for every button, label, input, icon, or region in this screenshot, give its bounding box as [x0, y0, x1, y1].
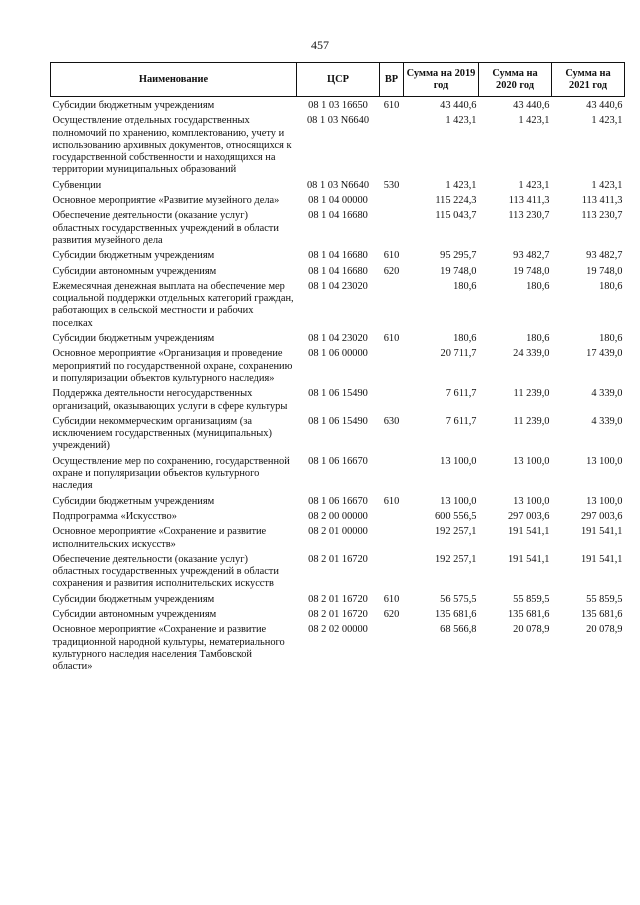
row-code: 08 2 01 16720: [308, 608, 368, 620]
row-sum-2021: 297 003,6: [580, 510, 623, 522]
row-name: Субсидии бюджетным учреждениям: [52, 593, 215, 605]
table-row: [51, 348, 625, 388]
table-row: [51, 195, 625, 210]
row-sum-2020: 19 748,0: [513, 265, 550, 277]
table-row: [51, 97, 625, 116]
row-vr: 620: [383, 265, 400, 277]
table-header-row: [51, 63, 625, 97]
row-code: 08 1 03 N6640: [306, 179, 370, 191]
row-vr: [380, 195, 404, 210]
row-sum-2020: 180,6: [526, 280, 550, 292]
row-sum-2021: 43 440,6: [586, 100, 623, 111]
row-sum-2021: 180,6: [599, 333, 623, 345]
row-sum-2019: 20 711,7: [440, 348, 477, 360]
row-vr: [380, 511, 404, 526]
row-vr: [380, 115, 404, 179]
row-code: 08 1 06 00000: [308, 348, 368, 360]
row-sum-2019: 7 611,7: [445, 388, 477, 400]
row-vr: 610: [383, 250, 400, 262]
row-vr: [380, 526, 404, 554]
row-sum-2019: 192 257,1: [434, 553, 477, 565]
row-name: Субсидии бюджетным учреждениям: [52, 333, 215, 345]
row-sum-2021: 1 423,1: [591, 179, 623, 191]
row-sum-2019: 180,6: [453, 333, 477, 345]
row-code: 08 2 01 16720: [308, 593, 368, 605]
row-code: 08 1 04 16680: [308, 210, 368, 222]
row-name: Подпрограмма «Искусство»: [52, 510, 177, 522]
row-code: 08 1 04 23020: [308, 280, 368, 292]
budget-table: [50, 62, 625, 676]
table-row: [51, 594, 625, 609]
row-sum-2019: 56 575,5: [440, 593, 477, 605]
table-row: [51, 180, 625, 195]
row-vr: 630: [383, 415, 400, 427]
row-sum-2020: 135 681,6: [507, 608, 550, 620]
row-sum-2020: 11 239,0: [513, 415, 550, 427]
table-row: [51, 609, 625, 624]
header-name: Наименование: [51, 63, 297, 97]
row-name: Осуществление мер по сохранению, государственной охране и популяризации объектов культурного наследия: [52, 455, 290, 492]
row-code: 08 1 06 15490: [308, 388, 368, 400]
row-sum-2019: 13 100,0: [440, 455, 477, 467]
row-vr: [380, 210, 404, 250]
table-row: [51, 333, 625, 348]
row-sum-2019: 7 611,7: [445, 415, 477, 427]
row-code: 08 2 00 00000: [308, 510, 368, 522]
row-name: Обеспечение деятельности (оказание услуг) областных государственных учреждений в области развития музейного дела: [52, 210, 279, 246]
row-sum-2020: 1 423,1: [518, 115, 550, 127]
row-name: Поддержка деятельности негосударственных организаций, оказывающих услуги в сфере культуры: [52, 388, 288, 412]
row-sum-2021: 191 541,1: [580, 553, 623, 565]
row-code: 08 1 04 23020: [308, 333, 368, 345]
row-sum-2021: 13 100,0: [586, 495, 623, 507]
table-row: [51, 266, 625, 281]
row-sum-2019: 68 566,8: [440, 624, 477, 636]
row-sum-2019: 19 748,0: [440, 265, 477, 277]
row-vr: [380, 554, 404, 594]
row-sum-2020: 180,6: [526, 333, 550, 345]
table-row: [51, 624, 625, 676]
row-name: Ежемесячная денежная выплата на обеспечение мер социальной поддержки отдельных категорий граждан, работающих в сельской местности и рабочих поселках: [52, 280, 294, 329]
row-sum-2021: 13 100,0: [586, 455, 623, 467]
row-sum-2019: 180,6: [453, 280, 477, 292]
row-sum-2019: 13 100,0: [440, 495, 477, 507]
row-sum-2021: 20 078,9: [586, 624, 623, 636]
row-vr: 610: [383, 495, 400, 507]
header-2020: Сумма на 2020 год: [479, 63, 552, 97]
header-vr: ВР: [380, 63, 404, 97]
row-sum-2019: 115 043,7: [435, 210, 477, 222]
header-2021: Сумма на 2021 год: [552, 63, 625, 97]
table-row: [51, 496, 625, 511]
row-sum-2020: 13 100,0: [513, 455, 550, 467]
table-row: [51, 115, 625, 179]
row-sum-2019: 192 257,1: [434, 526, 477, 538]
row-sum-2020: 55 859,5: [513, 593, 550, 605]
row-vr: [380, 624, 404, 676]
row-sum-2021: 19 748,0: [586, 265, 623, 277]
row-vr: [380, 281, 404, 333]
row-sum-2020: 297 003,6: [507, 510, 550, 522]
row-code: 08 1 06 15490: [308, 415, 368, 427]
row-vr: 610: [383, 333, 400, 345]
row-code: 08 1 06 16670: [308, 495, 368, 507]
row-code: 08 1 04 16680: [308, 250, 368, 262]
row-sum-2021: 180,6: [599, 280, 623, 292]
row-code: 08 2 01 16720: [308, 553, 368, 565]
row-sum-2021: 113 230,7: [581, 210, 623, 222]
table-row: [51, 526, 625, 554]
row-name: Основное мероприятие «Организация и проведение мероприятий по государственной охране, сохранению и популяризации объектов культурного наследия»: [52, 348, 293, 384]
table-row: [51, 388, 625, 416]
row-sum-2019: 135 681,6: [434, 608, 477, 620]
row-sum-2020: 93 482,7: [513, 250, 550, 262]
table-row: [51, 456, 625, 496]
row-sum-2020: 20 078,9: [513, 624, 550, 636]
row-code: 08 1 03 16650: [308, 100, 368, 111]
page-number: 457: [311, 38, 329, 52]
row-name: Основное мероприятие «Сохранение и развитие традиционной народной культуры, нематериального культурного наследия населения Тамбовской области»: [52, 624, 285, 673]
row-vr: [380, 388, 404, 416]
table-row: [51, 281, 625, 333]
table-row: [51, 250, 625, 265]
row-sum-2019: 1 423,1: [445, 179, 477, 191]
row-sum-2021: 191 541,1: [580, 526, 623, 538]
row-name: Субсидии автономным учреждениям: [52, 608, 217, 620]
header-2019: Сумма на 2019 год: [404, 63, 479, 97]
row-vr: 610: [383, 100, 400, 111]
row-sum-2020: 1 423,1: [518, 179, 550, 191]
row-sum-2020: 113 411,3: [508, 195, 550, 207]
table-row: [51, 511, 625, 526]
row-sum-2021: 17 439,0: [586, 348, 623, 360]
row-sum-2019: 1 423,1: [445, 115, 477, 127]
row-sum-2021: 113 411,3: [581, 195, 623, 207]
row-sum-2019: 95 295,7: [440, 250, 477, 262]
row-name: Субсидии некоммерческим организациям (за исключением государственных (муниципальных) учреждений): [52, 415, 272, 452]
table-row: [51, 554, 625, 594]
row-code: 08 1 03 N6640: [306, 115, 370, 127]
row-sum-2021: 4 339,0: [591, 415, 623, 427]
row-name: Субсидии бюджетным учреждениям: [52, 100, 215, 111]
row-name: Субсидии автономным учреждениям: [52, 265, 217, 277]
row-name: Основное мероприятие «Сохранение и развитие исполнительских искусств»: [52, 526, 267, 550]
row-vr: 620: [383, 608, 400, 620]
row-code: 08 2 02 00000: [308, 624, 368, 636]
row-sum-2019: 43 440,6: [440, 100, 477, 111]
row-vr: 530: [383, 179, 400, 191]
row-sum-2020: 191 541,1: [507, 553, 550, 565]
row-sum-2020: 191 541,1: [507, 526, 550, 538]
table-row: [51, 210, 625, 250]
row-sum-2021: 1 423,1: [591, 115, 623, 127]
row-code: 08 1 04 16680: [308, 265, 368, 277]
row-sum-2021: 93 482,7: [586, 250, 623, 262]
table-body: [51, 97, 625, 677]
row-vr: 610: [383, 593, 400, 605]
row-code: 08 1 06 16670: [308, 455, 368, 467]
row-sum-2021: 135 681,6: [580, 608, 623, 620]
row-code: 08 2 01 00000: [308, 526, 368, 538]
row-code: 08 1 04 00000: [308, 195, 368, 207]
row-sum-2019: 115 224,3: [435, 195, 477, 207]
row-name: Осуществление отдельных государственных полномочий по хранению, комплектованию, учету и использованию архивных документов, относящихся к государственной собственности и находящихся на территории муниципальных образований: [52, 115, 292, 176]
row-sum-2020: 13 100,0: [513, 495, 550, 507]
row-vr: [380, 456, 404, 496]
row-name: Основное мероприятие «Развитие музейного дела»: [52, 195, 280, 207]
row-sum-2019: 600 556,5: [434, 510, 477, 522]
row-sum-2020: 24 339,0: [513, 348, 550, 360]
row-sum-2021: 55 859,5: [586, 593, 623, 605]
row-sum-2021: 4 339,0: [591, 388, 623, 400]
row-name: Субсидии бюджетным учреждениям: [52, 250, 215, 262]
row-sum-2020: 43 440,6: [513, 100, 550, 111]
table-row: [51, 416, 625, 456]
row-vr: [380, 348, 404, 388]
row-name: Субсидии бюджетным учреждениям: [52, 495, 215, 507]
row-name: Субвенции: [52, 179, 102, 191]
row-name: Обеспечение деятельности (оказание услуг) областных государственных учреждений в области сохранения и развития исполнительских искусств: [52, 553, 279, 590]
row-sum-2020: 11 239,0: [513, 388, 550, 400]
row-sum-2020: 113 230,7: [508, 210, 550, 222]
header-code: ЦСР: [297, 63, 380, 97]
